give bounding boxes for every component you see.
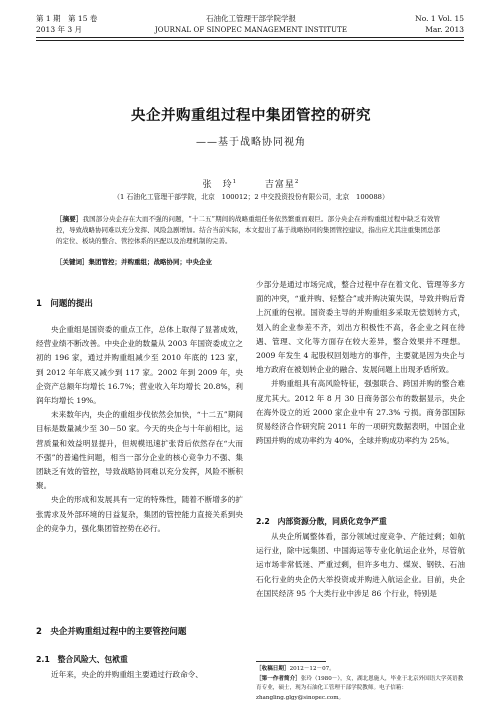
left-column-block-1	[36, 323, 243, 536]
left-paragraph-4: 近年来，央企的并购重组主要通过行政命令、	[51, 670, 203, 679]
article-title: 央企并购重组过程中集团管控的研究	[131, 108, 371, 124]
received-label: ［收稿日期］	[256, 666, 290, 672]
bio-text: 张玲（1980－），女，湖北恩施人，毕业于北京外国语大学英语教育专业，硕士，现为石油化工管理干部学院教师。电子信箱：zhangling.glgy@sinopec.com。	[256, 675, 464, 701]
abstract	[56, 214, 440, 248]
header-volume-month: Mar. 2013	[425, 24, 464, 34]
right-column-block-1	[256, 278, 465, 448]
bio-label: ［第一作者简介］	[256, 675, 301, 682]
affiliation: （1 石油化工管理干部学院，北京 100012；2 中交投资投份有限公司，北京 100088）	[113, 193, 389, 201]
header-issue-volume: 第 1 期 第 15 卷	[36, 14, 98, 23]
left-paragraph-1: 央企重组是国资委的重点工作，总体上取得了显著成效，经营业绩不断改善。中央企业的数量从 2003 年国资委成立之初的 196 家，通过并购重组减少至 2010 年底的 123 家，到 2012 年年底又减少到 117 家。2002 年到 2009 年，央企资产总额年均增长 16.7%；营业收入年均增长 20.8%，利润年均增长 19%。	[36, 325, 243, 406]
right-paragraph-1: 少部分是通过市场完成，整合过程中存在着文化、管理等多方面的冲突，“重并购、轻整合”或并购决策失误，导致并购后背上沉重的包袱。国资委主导的并购重组多采取无偿划转方式，划入的企业参差不齐，刘出方积极性不高，各企业之间在待遇、管理、文化等方面存在较大差异，整合效果并不理想。2009 年发生 4 起股权回划地方的事件，主要就是因为央企与地方政府在被划转企业的融合、发展问题上出现矛盾所致。	[256, 280, 465, 375]
keywords-text: 集团管控；并购重组；战略协同；中央企业	[88, 258, 212, 266]
footnote-bio	[256, 675, 466, 704]
article-subtitle: ——基于战略协同视角	[196, 137, 306, 148]
left-paragraph-3: 央企的形成和发展具有一定的特殊性，随着不断增多的扩张需求及外部环境的日益复杂，集团的管控能力直接关系到央企的竞争力，强化集团管控势在必行。	[36, 495, 243, 533]
author-2: 吉富星	[264, 180, 295, 190]
section-2-1-heading: 2.1 整合风险大、包袱重	[36, 655, 128, 664]
author-line	[0, 177, 502, 190]
right-paragraph-2: 并购重组具有高风险特征，强强联合、跨国并购的整合难度尤其大。2012 年 8 月 30 日商务部公布的数据显示，央企在海外设立的近 2000 家企业中有 27.3% 亏损。商务部国际贸易经济合作研究院 2011 年的一项研究数据表明，中国企业跨国并购的成功率约为 40%，全球并购成功率约为 25%。	[256, 379, 465, 446]
header-journal-en: JOURNAL OF SINOPEC MANAGEMENT INSTITUTE	[154, 25, 348, 34]
author-1: 张 玲	[202, 180, 233, 190]
right-column-block-2	[256, 530, 465, 601]
author-1-sup: 1	[232, 179, 238, 185]
header-rule-thin	[36, 40, 464, 41]
author-2-sup: 2	[294, 179, 300, 185]
abstract-text: 我国部分央企存在大而不强的问题，“十二五”期间的战略重组任务依然繁重而艰巨。部分央企在并购重组过程中缺乏有效管控，导致战略协同难以充分发挥、风险急剧增加。结合当前实际，本文提出了基于战略协同的集团管控建议，指出应尤其注重集团总部的定位、板块的整合、管控体系的匹配以及治理机制的完善。	[56, 215, 441, 246]
header-rule	[36, 37, 464, 38]
received-date: 2012－12－07。	[289, 666, 335, 672]
footnote-rule	[256, 661, 326, 662]
keywords-label: ［关键词］	[56, 258, 89, 266]
header-journal-cn: 石油化工管理干部学院学报	[206, 14, 296, 23]
header-issue-date: 2013 年 3 月	[36, 24, 83, 34]
left-column-block-2	[36, 668, 243, 682]
section-2-heading: 2 央企并购重组过程中的主要管控问题	[36, 627, 187, 637]
header-volume-en	[415, 14, 464, 35]
abstract-label: ［摘要］	[56, 215, 83, 223]
section-2-2-heading: 2.2 内部资源分散，同质化竞争严重	[256, 517, 387, 526]
header-volume-no: No. 1 Vol. 15	[415, 14, 464, 23]
footnote-received	[256, 665, 466, 675]
keywords	[56, 257, 440, 268]
footnote	[256, 665, 466, 703]
left-paragraph-2: 未来数年内，央企的重组步伐依然会加快，“十二五”期间目标是数量减少至 30－50 家。今天的央企与十年前相比，运营质量和效益明显提升，但规模迅速扩张背后依然存在“大而不强”的普遍性问题，相当一部分企业的核心竞争力不强、集团缺乏有效的管控，导致战略协同难以充分发挥，风险不断积聚。	[36, 410, 243, 491]
right-paragraph-3: 从央企所属整体看，部分领域过度竞争、产能过剩；如航运行业，除中远集团、中国海运等专业化航运企业外，尽管航运市场非常低迷、严重过剩，但许多电力、煤炭、钢铁、石油石化行业的央企仍大举投资或并购进入航运企业。目前，央企在国民经济 95 个大类行业中涉足 86 个行业，特别是	[256, 532, 465, 598]
section-1-heading: 1 问题的提出	[36, 299, 93, 309]
